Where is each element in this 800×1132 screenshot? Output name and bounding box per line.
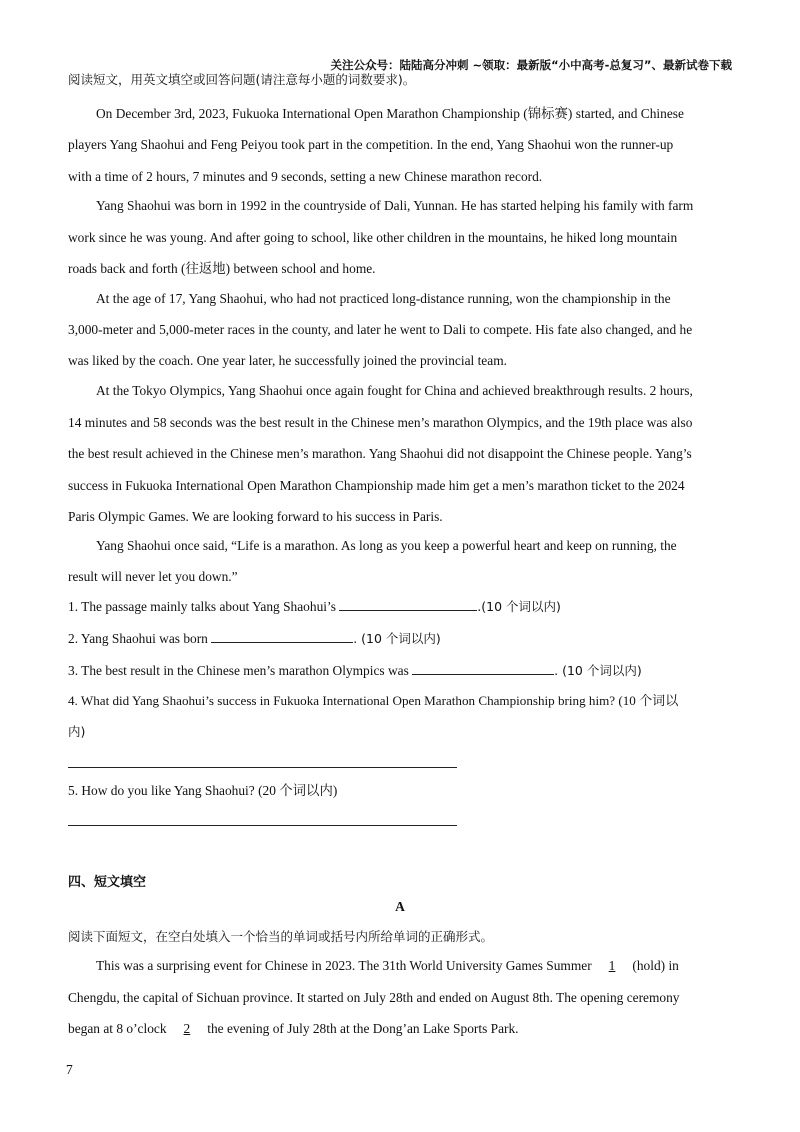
passage-line: 14 minutes and 58 seconds was the best result in the Chinese men’s marathon Olympics, and the 19th place was also	[68, 415, 693, 430]
question-5: 5. How do you like Yang Shaohui? (20 个词以内)	[68, 783, 338, 798]
passage-line: Paris Olympic Games. We are looking forward to his success in Paris.	[68, 509, 443, 524]
answer-blank-1[interactable]	[339, 597, 477, 611]
answer-blank-3[interactable]	[412, 661, 554, 675]
question-2-text: 2. Yang Shaohui was born	[68, 631, 208, 646]
passage-line: result will never let you down.”	[68, 569, 238, 584]
cloze-instruction: 阅读下面短文，在空白处填入一个恰当的单词或括号内所给单词的正确形式。	[68, 929, 494, 944]
passage-line: roads back and forth (往返地) between school and home.	[68, 261, 376, 276]
question-2	[68, 629, 441, 648]
passage-line: success in Fukuoka International Open Marathon Championship made him get a men’s marathon ticket to the 2024	[68, 478, 685, 493]
passage-line: the best result achieved in the Chinese men’s marathon. Yang Shaohui did not disappoint the Chinese people. Yang’s	[68, 446, 692, 461]
cloze-blank-2[interactable]: 2	[183, 1021, 191, 1036]
passage-line: Yang Shaohui once said, “Life is a marathon. As long as you keep a powerful heart and keep on running, the	[96, 538, 677, 553]
cloze-text: (hold) in	[632, 958, 679, 973]
question-1	[68, 597, 561, 616]
passage-line: At the Tokyo Olympics, Yang Shaohui once again fought for China and achieved breakthrough results. 2 hours,	[96, 383, 693, 398]
question-3	[68, 661, 642, 680]
passage-line: Yang Shaohui was born in 1992 in the countryside of Dali, Yunnan. He has started helping his family with farm	[96, 198, 694, 213]
passage-line: with a time of 2 hours, 7 minutes and 9 seconds, setting a new Chinese marathon record.	[68, 169, 543, 184]
cloze-text: began at 8 o’clock	[68, 1021, 167, 1036]
cloze-text: the evening of July 28th at the Dong’an Lake Sports Park.	[207, 1021, 519, 1036]
question-1-text: 1. The passage mainly talks about Yang Shaohui’s	[68, 599, 336, 614]
passage-line: On December 3rd, 2023, Fukuoka International Open Marathon Championship (锦标赛) started, and Chinese	[96, 106, 684, 121]
passage-line: was liked by the coach. One year later, he successfully joined the provincial team.	[68, 353, 507, 368]
reading-instruction: 阅读短文，用英文填空或回答问题(请注意每小题的词数要求)。	[68, 72, 416, 87]
passage-line: work since he was young. And after going to school, like other children in the mountains, he hiked long mountain	[68, 230, 678, 245]
answer-blank-2[interactable]	[211, 629, 353, 643]
cloze-line	[96, 957, 679, 975]
part-label: A	[395, 899, 405, 914]
question-4-line2: 内)	[68, 724, 86, 739]
passage-line: At the age of 17, Yang Shaohui, who had not practiced long-distance running, won the championship in the	[96, 291, 671, 306]
question-2-limit: . (10 个词以内)	[353, 631, 441, 646]
cloze-blank-1[interactable]: 1	[608, 958, 616, 973]
passage-line: players Yang Shaohui and Feng Peiyou took part in the competition. In the end, Yang Shaohui won the runner-up	[68, 137, 674, 152]
answer-line-5[interactable]	[68, 825, 457, 826]
question-3-text: 3. The best result in the Chinese men’s marathon Olympics was	[68, 663, 409, 678]
section-title: 四、短文填空	[68, 875, 147, 890]
question-4-line1: 4. What did Yang Shaohui’s success in Fukuoka International Open Marathon Championship bring him? (10 个词以	[68, 693, 679, 708]
page-header: 关注公众号：陆陆高分冲刺 ~领取：最新版“小中高考-总复习”、最新试卷下载	[330, 58, 732, 72]
answer-line-4[interactable]	[68, 767, 457, 768]
cloze-line	[68, 1020, 519, 1038]
cloze-text: This was a surprising event for Chinese in 2023. The 31th World University Games Summer	[96, 958, 592, 973]
passage-line: 3,000-meter and 5,000-meter races in the county, and later he went to Dali to compete. His fate also changed, and he	[68, 322, 693, 337]
question-3-limit: . (10 个词以内)	[554, 663, 642, 678]
page-number: 7	[66, 1062, 73, 1077]
question-1-limit: .(10 个词以内)	[477, 599, 561, 614]
cloze-line: Chengdu, the capital of Sichuan province. It started on July 28th and ended on August 8th. The opening ceremony	[68, 990, 680, 1005]
